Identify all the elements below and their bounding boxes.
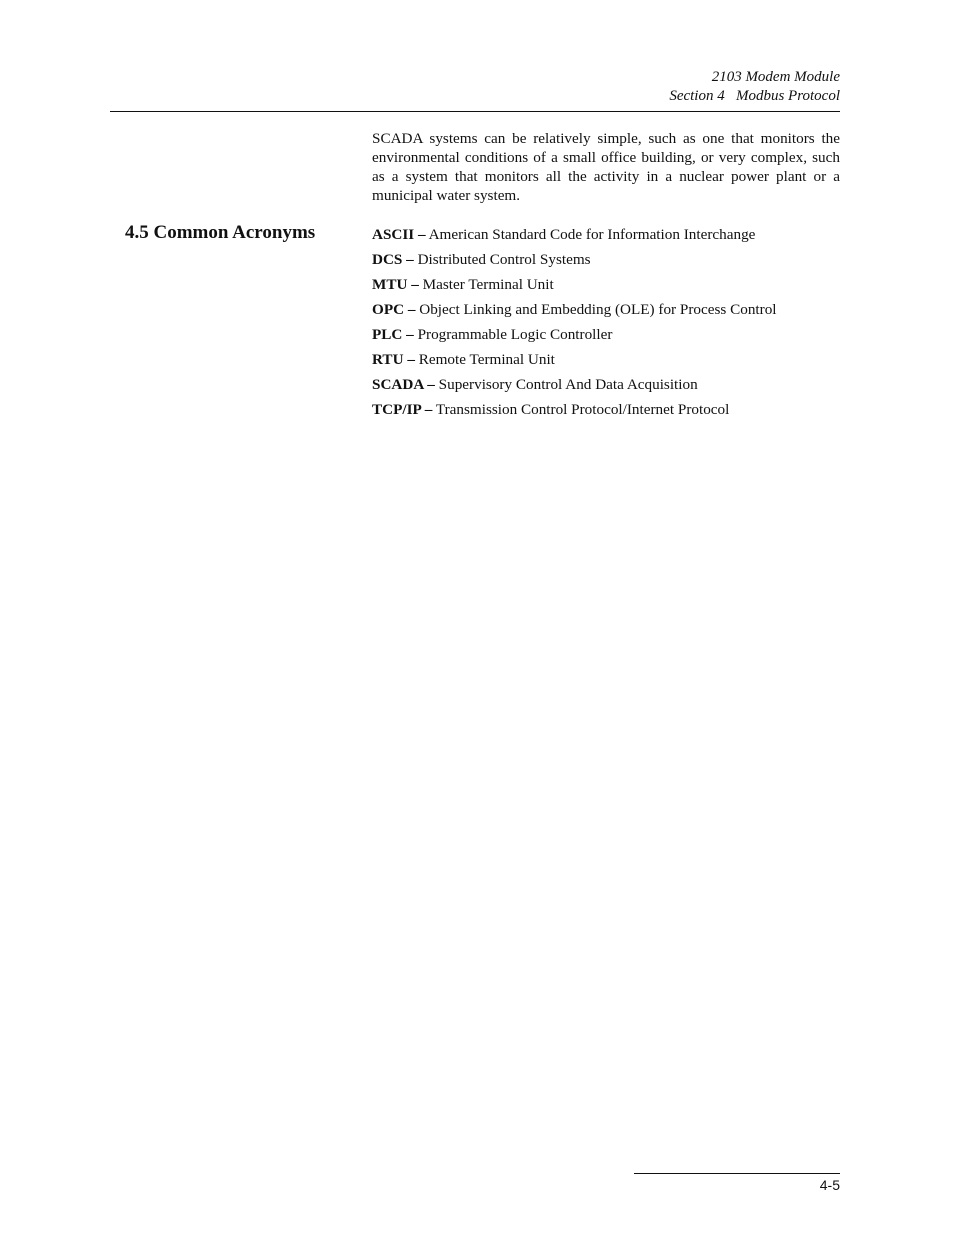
acronym-definition: Object Linking and Embedding (OLE) for Process Control bbox=[419, 301, 777, 318]
acronym-item-dcs bbox=[372, 249, 852, 274]
acronym-definition: Remote Terminal Unit bbox=[418, 351, 555, 368]
acronym-item-tcpip bbox=[372, 399, 852, 424]
acronym-term: RTU – bbox=[372, 351, 415, 368]
section-heading: 4.5 Common Acronyms bbox=[125, 222, 316, 243]
acronym-definition: Supervisory Control And Data Acquisition bbox=[438, 376, 698, 393]
acronym-item-rtu bbox=[372, 349, 852, 374]
acronym-term: SCADA – bbox=[372, 376, 435, 393]
acronym-list bbox=[372, 224, 852, 424]
acronym-definition: American Standard Code for Information Interchange bbox=[428, 226, 756, 243]
acronym-definition: Programmable Logic Controller bbox=[417, 326, 613, 343]
acronym-term: MTU – bbox=[372, 276, 419, 293]
intro-paragraph: SCADA systems can be relatively simple, such as one that monitors the environmental conditions of a small office building, or very complex, such as a system that monitors all the activity in a nuclear power plant or a municipal water system. bbox=[372, 130, 840, 204]
acronym-term: PLC – bbox=[372, 326, 414, 343]
header-rule bbox=[110, 111, 840, 112]
acronym-definition: Transmission Control Protocol/Internet Protocol bbox=[435, 401, 730, 418]
acronym-term: OPC – bbox=[372, 301, 416, 318]
footer-rule bbox=[634, 1173, 840, 1174]
acronym-definition: Distributed Control Systems bbox=[417, 251, 591, 268]
header-document-title: 2103 Modem Module bbox=[711, 69, 840, 85]
running-header bbox=[669, 68, 840, 106]
acronym-term: ASCII – bbox=[372, 226, 426, 243]
acronym-item-ascii bbox=[372, 224, 852, 249]
page-number: 4-5 bbox=[819, 1177, 840, 1193]
acronym-definition: Master Terminal Unit bbox=[422, 276, 554, 293]
acronym-item-mtu bbox=[372, 274, 852, 299]
acronym-item-opc bbox=[372, 299, 852, 324]
header-section-title: Section 4 Modbus Protocol bbox=[669, 88, 840, 104]
acronym-term: DCS – bbox=[372, 251, 414, 268]
acronym-item-plc bbox=[372, 324, 852, 349]
acronym-term: TCP/IP – bbox=[372, 401, 433, 418]
acronym-item-scada bbox=[372, 374, 852, 399]
